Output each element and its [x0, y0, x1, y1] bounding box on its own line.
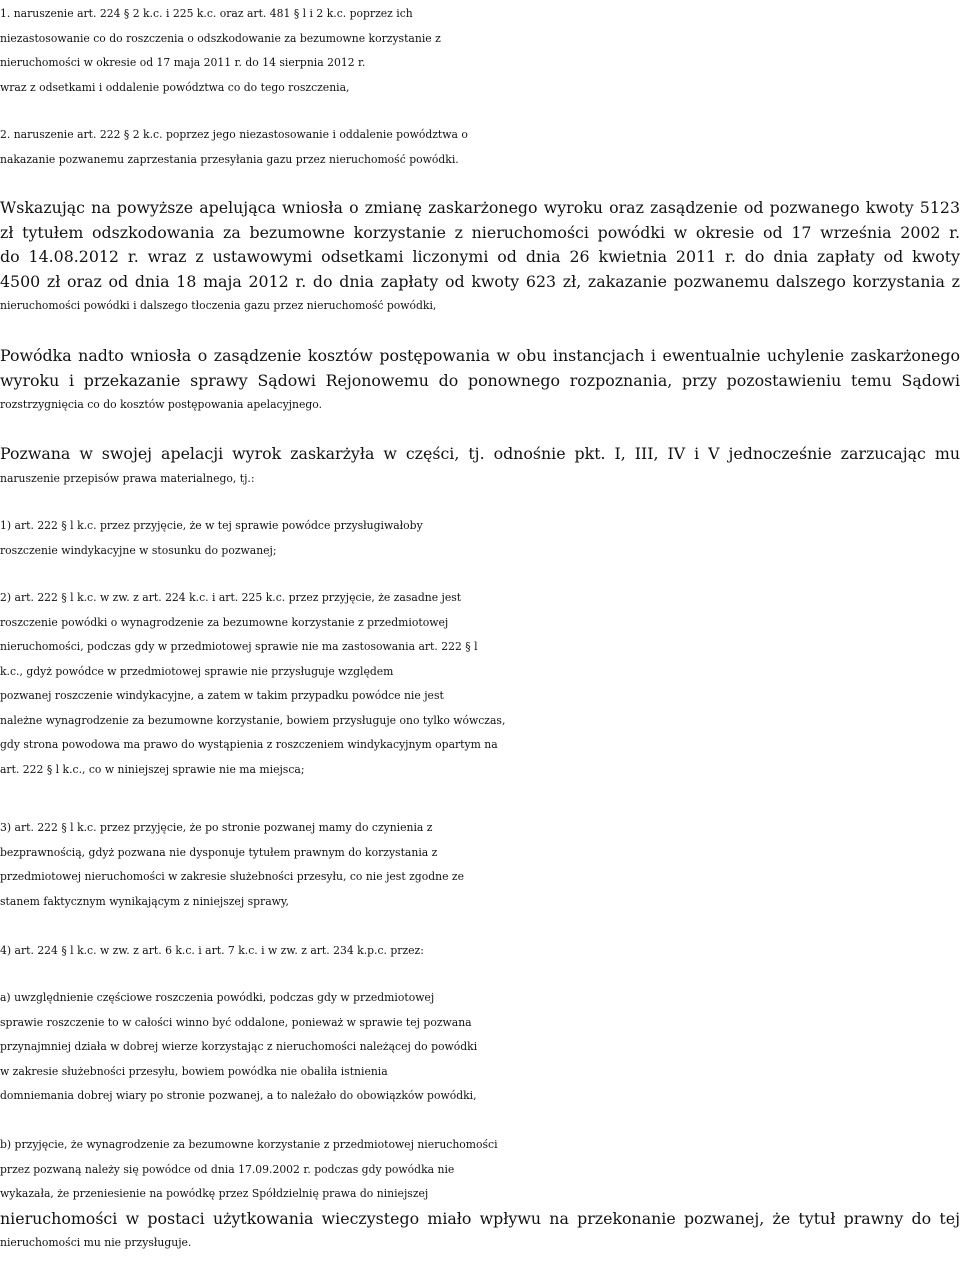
- point-3: [0, 816, 960, 914]
- text-line: stanem faktycznym wynikającym z niniejszej sprawy,: [0, 894, 289, 908]
- text-line: niezastosowanie co do roszczenia o odszkodowanie za bezumowne korzystanie z: [0, 31, 441, 45]
- point-b: [0, 1133, 960, 1256]
- powodka-paragraph: [0, 344, 960, 418]
- text-line: naruszenie przepisów prawa materialnego, tj.:: [0, 471, 255, 485]
- text-line: wykazała, że przeniesienie na powódkę przez Spółdzielnię prawa do niniejszej: [0, 1187, 429, 1200]
- text-line: a) uwzględnienie częściowe roszczenia powódki, podczas gdy w przedmiotowej: [0, 991, 435, 1004]
- text-line: 3) art. 222 § l k.c. przez przyjęcie, że po stronie pozwanej mamy do czynienia z: [0, 821, 433, 834]
- text-line: bezprawnością, gdyż pozwana nie dysponuje tytułem prawnym do korzystania z: [0, 845, 438, 859]
- text-line: domniemania dobrej wiary po stronie pozwanej, a to należało do obowiązków powódki,: [0, 1089, 477, 1102]
- text-line: 4500 zł oraz od dnia 18 maja 2012 r. do dnia zapłaty od kwoty 623 zł, zakazanie pozwanemu dalszego korzystania z: [0, 271, 960, 291]
- text-line: roszczenie powódki o wynagrodzenie za bezumowne korzystanie z przedmiotowej: [0, 615, 449, 629]
- point-2: [0, 586, 960, 782]
- text-line: nieruchomości w okresie od 17 maja 2011 r. do 14 sierpnia 2012 r.: [0, 56, 366, 69]
- pozwana-paragraph: [0, 442, 960, 491]
- item-2-paragraph: [0, 123, 960, 172]
- text-line: b) przyjęcie, że wynagrodzenie za bezumowne korzystanie z przedmiotowej nieruchomości: [0, 1138, 498, 1151]
- text-line: nakazanie pozwanemu zaprzestania przesyłania gazu przez nieruchomość powódki.: [0, 152, 459, 166]
- wskazujac-paragraph: [0, 196, 960, 319]
- text-line: nieruchomości powódki i dalszego tłoczenia gazu przez nieruchomość powódki,: [0, 299, 437, 312]
- text-line: 4) art. 224 § l k.c. w zw. z art. 6 k.c. i art. 7 k.c. i w zw. z art. 234 k.p.c. przez:: [0, 944, 424, 957]
- text-line: art. 222 § l k.c., co w niniejszej sprawie nie ma miejsca;: [0, 762, 305, 776]
- text-line: w zakresie służebności przesyłu, bowiem powódka nie obaliła istnienia: [0, 1064, 388, 1078]
- item-1-paragraph: [0, 2, 960, 100]
- point-1: [0, 514, 960, 563]
- text-line: nieruchomości mu nie przysługuje.: [0, 1236, 192, 1249]
- text-line: należne wynagrodzenie za bezumowne korzystanie, bowiem przysługuje ono tylko wówczas,: [0, 713, 506, 727]
- text-line: pozwanej roszczenie windykacyjne, a zatem w takim przypadku powódce nie jest: [0, 689, 444, 702]
- text-line: wraz z odsetkami i oddalenie powództwa co do tego roszczenia,: [0, 80, 350, 94]
- text-line: Powódka nadto wniosła o zasądzenie kosztów postępowania w obu instancjach i ewentualnie uchylenie zaskarżonego: [0, 346, 960, 365]
- text-line: nieruchomości w postaci użytkowania wieczystego miało wpływu na przekonanie pozwanej, że tytuł prawny do tej: [0, 1208, 960, 1228]
- text-line: rozstrzygnięcia co do kosztów postępowania apelacyjnego.: [0, 398, 323, 411]
- text-line: k.c., gdyż powódce w przedmiotowej sprawie nie przysługuje względem: [0, 664, 394, 678]
- text-line: 1. naruszenie art. 224 § 2 k.c. i 225 k.c. oraz art. 481 § l i 2 k.c. poprzez ich: [0, 7, 413, 20]
- text-line: sprawie roszczenie to w całości winno być oddalone, ponieważ w sprawie tej pozwana: [0, 1015, 472, 1029]
- point-a: [0, 986, 960, 1109]
- text-line: roszczenie windykacyjne w stosunku do pozwanej;: [0, 543, 277, 557]
- text-line: przynajmniej działa w dobrej wierze korzystając z nieruchomości należącej do powódki: [0, 1040, 478, 1053]
- text-line: 2. naruszenie art. 222 § 2 k.c. poprzez jego niezastosowanie i oddalenie powództwa o: [0, 128, 468, 141]
- text-line: 1) art. 222 § l k.c. przez przyjęcie, że w tej sprawie powódce przysługiwałoby: [0, 519, 423, 532]
- point-4: [0, 939, 960, 964]
- text-line: wyroku i przekazanie sprawy Sądowi Rejonowemu do ponownego rozpoznania, przy pozostawieniu temu Sądowi: [0, 370, 960, 390]
- text-line: przedmiotowej nieruchomości w zakresie służebności przesyłu, co nie jest zgodne ze: [0, 870, 464, 883]
- text-line: 2) art. 222 § l k.c. w zw. z art. 224 k.c. i art. 225 k.c. przez przyjęcie, że zasadne jest: [0, 591, 462, 604]
- text-line: nieruchomości, podczas gdy w przedmiotowej sprawie nie ma zastosowania art. 222 § l: [0, 640, 478, 653]
- text-line: Wskazując na powyższe apelująca wniosła o zmianę zaskarżonego wyroku oraz zasądzenie od pozwanego kwoty 5123: [0, 198, 960, 217]
- text-line: gdy strona powodowa ma prawo do wystąpienia z roszczeniem windykacyjnym opartym na: [0, 738, 498, 751]
- text-line: przez pozwaną należy się powódce od dnia 17.09.2002 r. podczas gdy powódka nie: [0, 1162, 455, 1176]
- text-line: zł tytułem odszkodowania za bezumowne korzystanie z nieruchomości powódki w okresie od 17 września 2002 r.: [0, 222, 960, 242]
- text-line: do 14.08.2012 r. wraz z ustawowymi odsetkami liczonymi od dnia 26 kwietnia 2011 r. do dnia zapłaty od kwoty: [0, 247, 960, 266]
- text-line: Pozwana w swojej apelacji wyrok zaskarżyła w części, tj. odnośnie pkt. I, III, IV i V jednocześnie zarzucając mu: [0, 444, 960, 463]
